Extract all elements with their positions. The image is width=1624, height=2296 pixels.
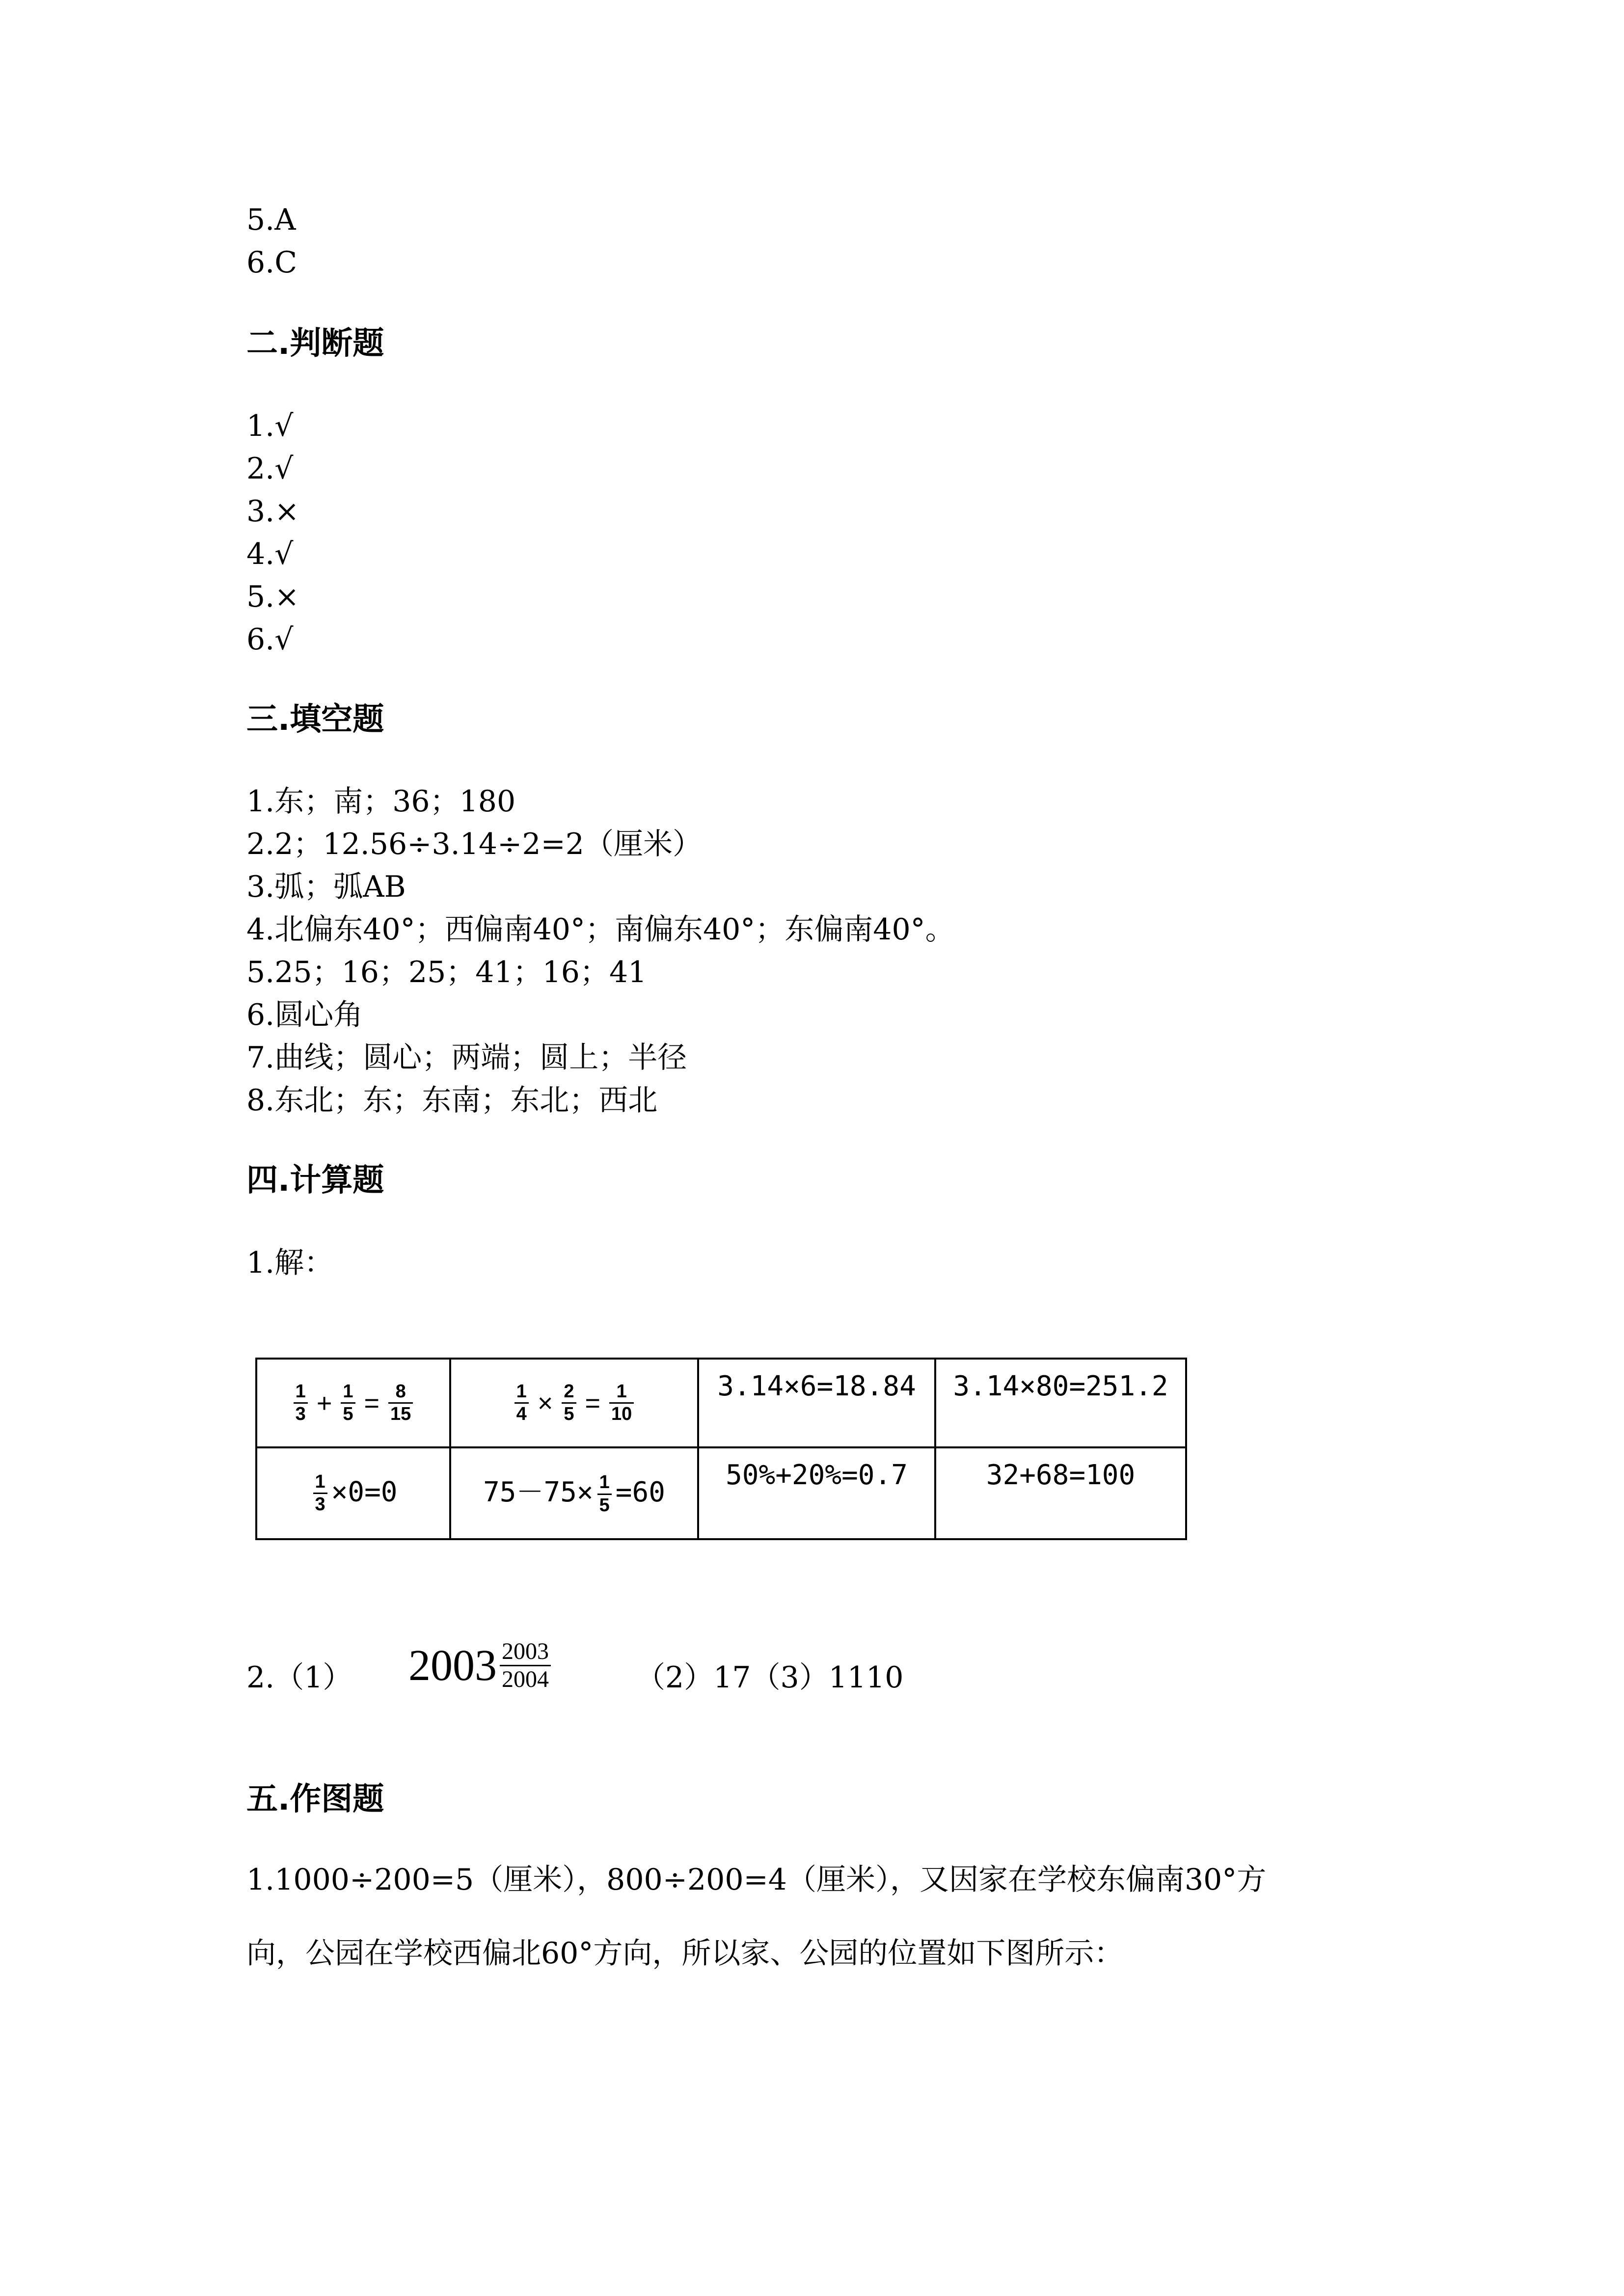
answer-line: 1.东；南；36；180	[246, 784, 516, 819]
answer-line: 6.C	[246, 245, 298, 280]
calculation-table	[255, 1358, 1187, 1540]
answer-line: 5.A	[246, 203, 296, 237]
answer-line: 3.×	[246, 494, 299, 529]
calc-item-2-suffix: （2）17（3）1110	[636, 1660, 904, 1695]
table-cell: 3.14×80=251.2	[935, 1359, 1186, 1447]
answer-line: 5.×	[246, 580, 299, 614]
fraction: $\frac{1}{10}$	[609, 1381, 634, 1425]
fraction: $\frac{2}{5}$	[562, 1381, 576, 1425]
answer-line: 7.曲线；圆心；两端；圆上；半径	[246, 1041, 687, 1075]
paragraph-line: 1.1000÷200=5（厘米），800÷200=4（厘米），又因家在学校东偏南30°方	[246, 1863, 1267, 1897]
section-heading-calculation: 四.计算题	[246, 1162, 384, 1199]
table-cell	[256, 1447, 450, 1539]
expression-text: =60	[615, 1476, 665, 1509]
table-row	[256, 1359, 1186, 1447]
table-cell	[450, 1447, 698, 1539]
operator: ×	[537, 1388, 553, 1418]
table-cell: 32+68=100	[935, 1447, 1186, 1539]
calc-item-1-label: 1.解：	[246, 1246, 334, 1280]
paragraph-line: 向，公园在学校西偏北60°方向，所以家、公园的位置如下图所示：	[246, 1936, 1124, 1971]
answer-line: 6.圆心角	[246, 998, 363, 1032]
table-cell: 3.14×6=18.84	[698, 1359, 935, 1447]
answer-line: 3.弧；弧AB	[246, 870, 406, 904]
expression-text: 75－75×	[483, 1476, 594, 1509]
fraction: $\frac{1}{4}$	[514, 1381, 529, 1425]
expression-text: ×0=0	[331, 1475, 398, 1508]
operator: =	[585, 1388, 601, 1418]
fraction: $\frac{1}{3}$	[313, 1471, 327, 1516]
table-row	[256, 1447, 1186, 1539]
answer-line: 8.东北；东；东南；东北；西北	[246, 1083, 658, 1118]
answer-line: 6.√	[246, 622, 294, 657]
section-heading-drawing: 五.作图题	[246, 1781, 384, 1817]
answer-line: 2.2；12.56÷3.14÷2=2（厘米）	[246, 827, 702, 861]
mixed-number: 2003 $\frac{2003}{2004}$	[408, 1639, 551, 1692]
table-cell	[450, 1359, 698, 1447]
operator: =	[364, 1388, 380, 1418]
answer-line: 4.北偏东40°；西偏南40°；南偏东40°；东偏南40°。	[246, 912, 955, 947]
fraction: $\frac{1}{5}$	[341, 1381, 355, 1425]
answer-line: 4.√	[246, 537, 294, 571]
operator: +	[316, 1388, 332, 1418]
section-heading-fill-blank: 三.填空题	[246, 701, 384, 738]
answer-line: 2.√	[246, 452, 294, 486]
section-heading-judgement: 二.判断题	[246, 325, 384, 362]
calc-item-2-prefix: 2.（1）	[246, 1660, 352, 1695]
answer-line: 1.√	[246, 409, 294, 443]
fraction: $\frac{1}{3}$	[294, 1381, 308, 1425]
fraction: $\frac{8}{15}$	[388, 1381, 413, 1425]
table-cell	[256, 1359, 450, 1447]
table-cell: 50%+20%=0.7	[698, 1447, 935, 1539]
fraction: $\frac{1}{5}$	[597, 1472, 612, 1516]
answer-line: 5.25；16；25；41；16；41	[246, 955, 647, 989]
